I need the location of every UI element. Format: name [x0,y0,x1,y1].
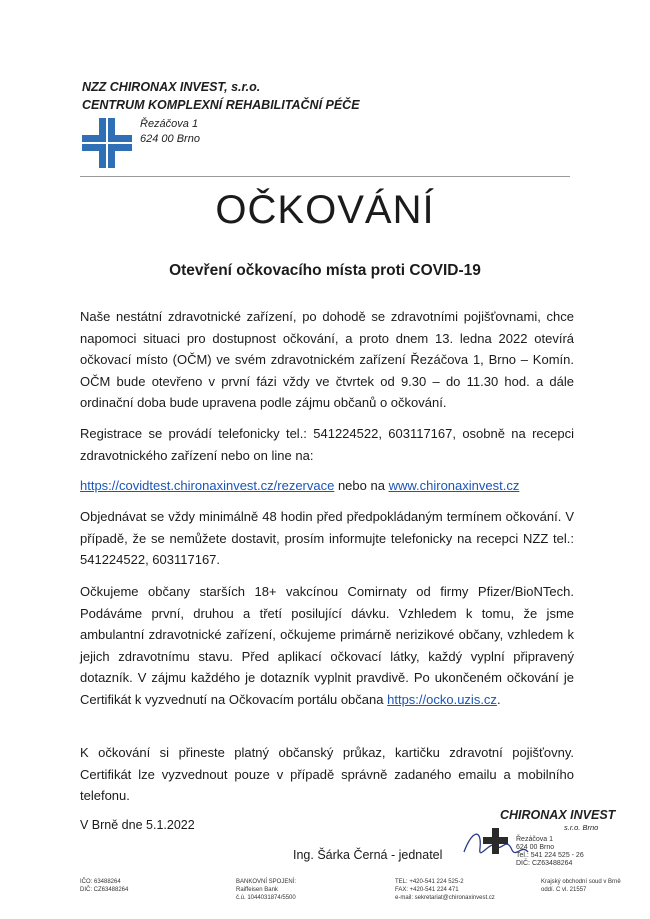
footer-bank-account: č.ú. 1044031874/5500 [236,895,296,901]
paragraph-registration: Registrace se provádí telefonicky tel.: 541224522, 603117167, osobně na recepci zdravotnického zařízení nebo on line na: [80,426,574,463]
footer-bank [236,878,296,902]
footer-court-ref: oddí. C vl. 21557 [541,887,587,893]
stamp-phone: Tel.: 541 224 525 - 26 [516,852,584,859]
stamp-vat: DIČ: CZ63488264 [516,860,573,867]
page-subtitle: Otevření očkovacího místa proti COVID-19 [169,262,481,279]
reservation-link[interactable]: https://covidtest.chironaxinvest.cz/rezervace [80,478,335,493]
header-divider [80,176,570,177]
footer-email: e-mail: sekretariat@chironaxinvest.cz [395,895,495,901]
company-stamp [462,800,622,872]
website-link[interactable]: www.chironaxinvest.cz [388,478,520,493]
stamp-address: Řezáčova 1 [516,836,553,843]
address-street: Řezáčova 1 [140,118,199,130]
stamp-city: s.r.o. Brno [564,823,599,832]
vaccination-end: . [496,691,501,707]
footer-ico: IČO: 63488264 [80,879,121,885]
footer-bank-name: Raiffeisen Bank [236,887,278,893]
date-line: V Brně dne 5.1.2022 [80,818,195,832]
paragraph-intro: Naše nestátní zdravotnické zařízení, po dohodě se zdravotními pojišťovnami, chce napomoci situaci pro dostupnost očkování, a proto dnem 13. ledna 2022 otevírá očkovací místo (OČM) ve svém zdravotnickém zařízení Řezáčova 1, Brno – Komín. OČM bude otevřeno v první fázi vždy ve čtvrtek od 9.30 – do 11.30 hod. a dále ordinační doba bude upravena podle zájmu občanů o očkování. [80,309,574,410]
stamp-postcode: 624 00 Brno [516,844,555,851]
signer-name: Ing. Šárka Černá - jednatel [293,848,443,862]
vaccination-text: Očkujeme občany starších 18+ vakcínou Comirnaty od firmy Pfizer/BioNTech. Podáváme první, druhou a třetí posilující dávku. Vzhledem k tomu, že jsme ambulantní zdravotnické zařízení, očkujeme primárně nerizikové občany, vzhledem k jejich zdravotnímu stavu. Před aplikací očkovací látky, každý vyplní připravený dotazník. V zájmu každého je dotazník vyplnit pravdivě. Po ukončeném očkování je Certifikát k vyzvednutí na Očkovacím portálu občana [80,584,574,707]
paragraph-links [80,475,574,497]
footer-bank-label: BANKOVNÍ SPOJENÍ: [236,879,297,885]
footer-court [541,878,621,894]
org-name: NZZ CHIRONAX INVEST, s.r.o. [82,80,261,94]
footer-fax: FAX: +420-541 224 471 [395,887,459,893]
paragraph-documents: K očkování si přineste platný občanský průkaz, kartičku zdravotní pojišťovny. Certifikát lze vyzvednout pouze v případě správně zadaného emailu a mobilního telefonu. [80,745,574,803]
medical-cross-logo-icon [82,118,132,168]
links-connector: nebo na [334,478,389,493]
footer-ids [80,878,128,894]
paragraph-booking: Objednávat se vždy minimálně 48 hodin před předpokládaným termínem očkování. V případě, že se nemůžete dostavit, prosím informujte telefonicky na recepci NZZ tel.: 541224522, 603117167. [80,509,574,567]
footer-tel: TEL: +420-541 224 525-2 [395,879,464,885]
footer-court-name: Krajský obchodní soud v Brně [541,879,621,885]
address-city: 624 00 Brno [140,133,200,145]
stamp-company-name: CHIRONAX INVEST [500,808,616,822]
org-subtitle: CENTRUM KOMPLEXNÍ REHABILITAČNÍ PÉČE [82,98,360,112]
footer-dic: DIČ: CZ63488264 [80,887,129,893]
footer-contact [395,878,495,902]
ocko-portal-link[interactable]: https://ocko.uzis.cz [387,691,497,707]
page-title: OČKOVÁNÍ [215,188,435,232]
paragraph-vaccination [80,581,574,710]
